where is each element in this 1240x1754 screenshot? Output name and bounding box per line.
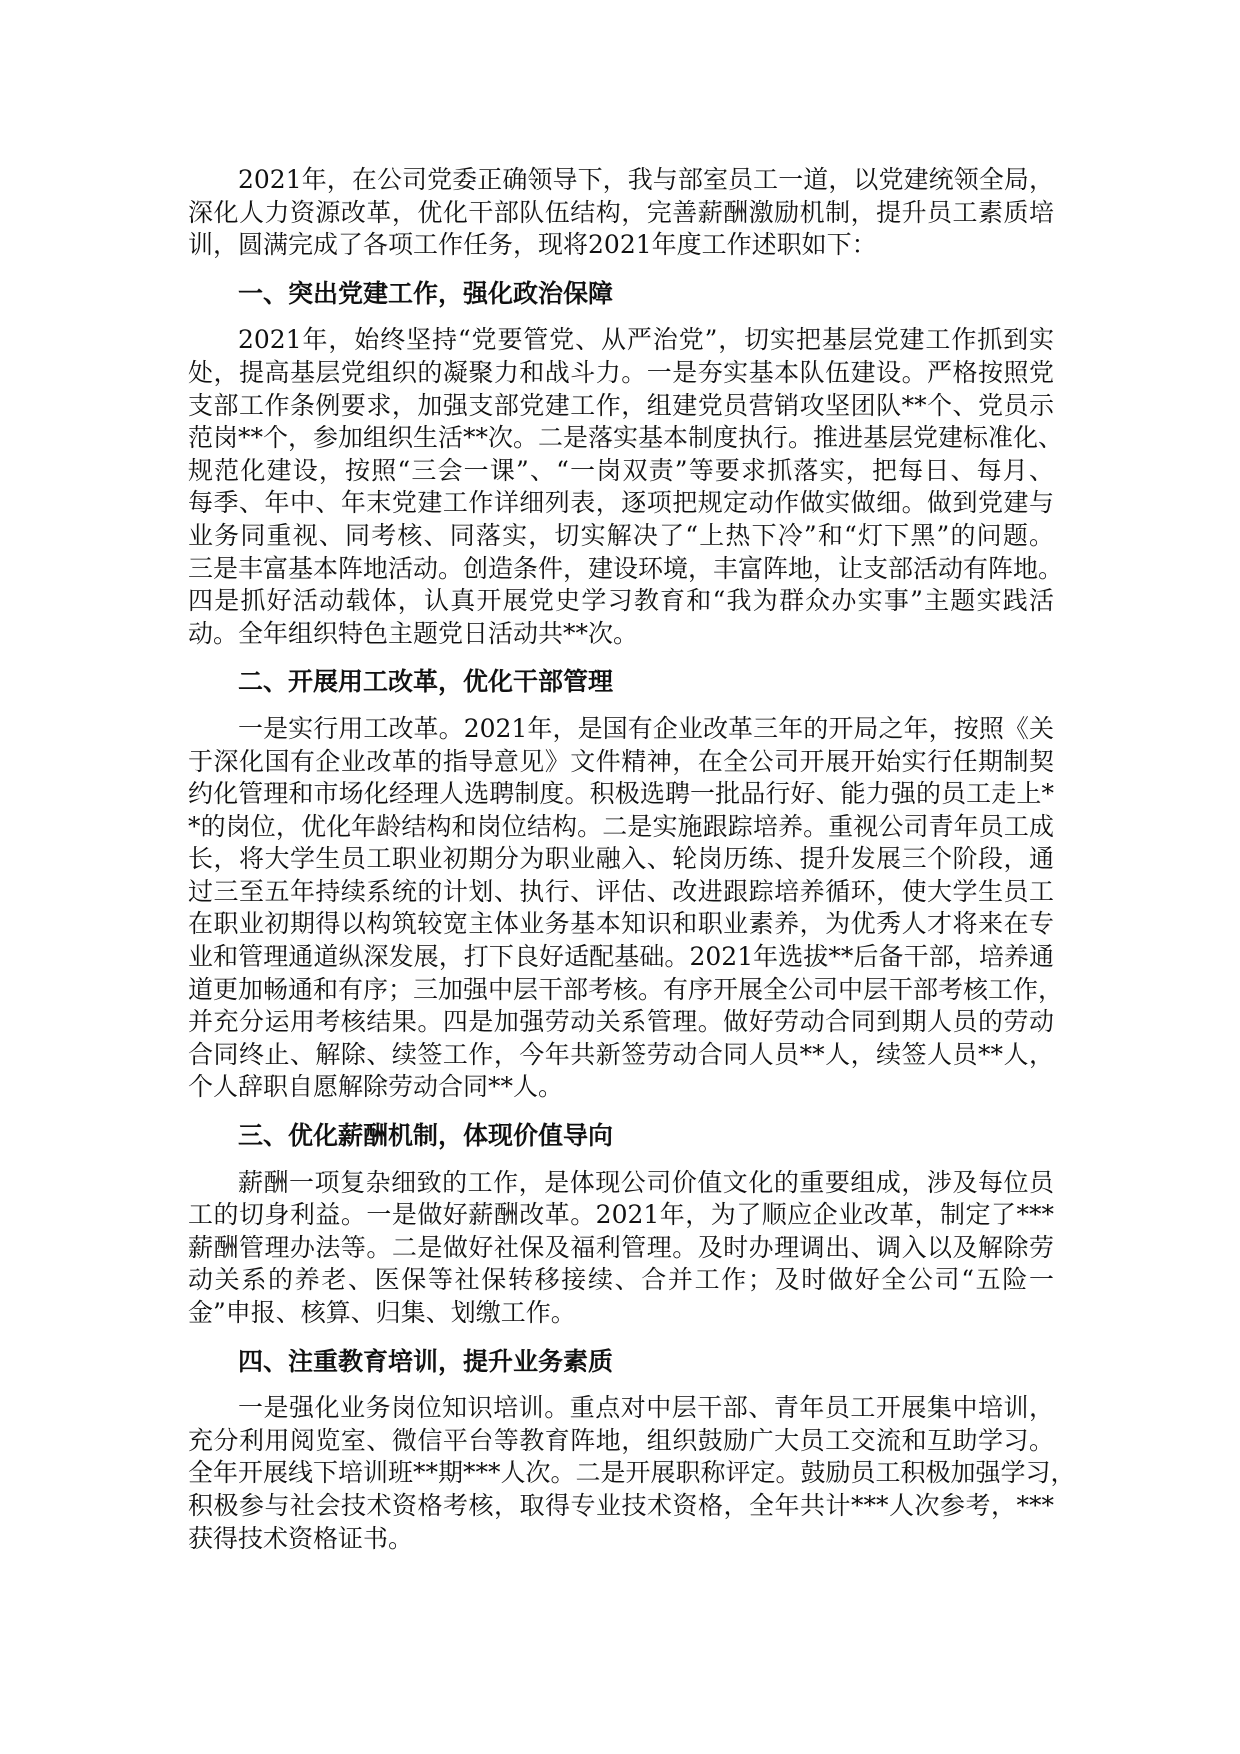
- text-line: 支部工作条例要求，加强支部党建工作，组建党员营销攻坚团队**个、党员示: [188, 390, 1054, 420]
- section-4-paragraph: [188, 1392, 1076, 1555]
- text-line: 2021年，始终坚持“党要管党、从严治党”，切实把基层党建工作抓到实: [238, 325, 1054, 355]
- document-page: [188, 164, 1076, 1555]
- text-line: 三是丰富基本阵地活动。创造条件，建设环境，丰富阵地，让支部活动有阵地。: [188, 553, 1064, 583]
- text-line: 四是抓好活动载体，认真开展党史学习教育和“我为群众办实事”主题实践活: [188, 586, 1054, 616]
- text-line: 积极参与社会技术资格考核，取得专业技术资格，全年共计***人次参考，***: [188, 1490, 1054, 1520]
- text-line: 长，将大学生员工职业初期分为职业融入、轮岗历练、提升发展三个阶段，通: [188, 844, 1054, 874]
- section-3-paragraph: [188, 1167, 1054, 1330]
- text-line: 深化人力资源改革，优化干部队伍结构，完善薪酬激励机制，提升员工素质培: [188, 197, 1054, 227]
- text-line: 合同终止、解除、续签工作，今年共新签劳动合同人员**人，续签人员**人，: [188, 1039, 1054, 1069]
- text-line: 金”申报、核算、归集、划缴工作。: [188, 1298, 576, 1327]
- text-line: 获得技术资格证书。: [188, 1523, 414, 1553]
- text-line: 薪酬一项复杂细致的工作，是体现公司价值文化的重要组成，涉及每位员: [238, 1167, 1054, 1197]
- text-line: 于深化国有企业改革的指导意见》文件精神，在全公司开展开始实行任期制契: [188, 746, 1054, 776]
- text-line: 动。全年组织特色主题党日活动共**次。: [188, 618, 639, 648]
- section-heading-3: 三、优化薪酬机制，体现价值导向: [238, 1121, 614, 1151]
- text-line: 一是实行用工改革。2021年，是国有企业改革三年的开局之年，按照《关: [238, 713, 1054, 743]
- section-heading-1: 一、突出党建工作，强化政治保障: [238, 278, 614, 308]
- text-line: 工的切身利益。一是做好薪酬改革。2021年，为了顺应企业改革，制定了***: [188, 1200, 1054, 1230]
- text-line: 范岗**个，参加组织生活**次。二是落实基本制度执行。推进基层党建标准化、: [188, 423, 1064, 453]
- text-line: 并充分运用考核结果。四是加强劳动关系管理。做好劳动合同到期人员的劳动: [188, 1007, 1054, 1037]
- text-line: 约化管理和市场化经理人选聘制度。积极选聘一批品行好、能力强的员工走上*: [188, 779, 1054, 809]
- text-line: 2021年，在公司党委正确领导下，我与部室员工一道，以党建统领全局，: [238, 165, 1054, 194]
- text-line: *的岗位，优化年龄结构和岗位结构。二是实施跟踪培养。重视公司青年员工成: [188, 811, 1054, 841]
- text-line: 个人辞职自愿解除劳动合同**人。: [188, 1072, 564, 1102]
- text-line: 在职业初期得以构筑较宽主体业务基本知识和职业素养，为优秀人才将来在专: [188, 909, 1054, 939]
- section-heading-4: 四、注重教育培训，提升业务素质: [238, 1346, 614, 1376]
- text-line: 充分利用阅览室、微信平台等教育阵地，组织鼓励广大员工交流和互助学习。: [188, 1425, 1054, 1455]
- text-line: 业务同重视、同考核、同落实，切实解决了“上热下冷”和“灯下黑”的问题。: [188, 520, 1054, 550]
- text-line: 一是强化业务岗位知识培训。重点对中层干部、青年员工开展集中培训，: [238, 1393, 1054, 1423]
- text-line: 道更加畅通和有序；三加强中层干部考核。有序开展全公司中层干部考核工作，: [188, 974, 1064, 1004]
- text-line: 训，圆满完成了各项工作任务，现将2021年度工作述职如下：: [188, 230, 877, 260]
- text-line: 处，提高基层党组织的凝聚力和战斗力。一是夯实基本队伍建设。严格按照党: [188, 357, 1054, 387]
- section-1-paragraph: [188, 324, 1064, 650]
- text-line: 过三至五年持续系统的计划、执行、评估、改进跟踪培养循环，使大学生员工: [188, 876, 1054, 906]
- text-line: 业和管理通道纵深发展，打下良好适配基础。2021年选拔**后备干部，培养通: [188, 942, 1054, 972]
- text-line: 全年开展线下培训班**期***人次。二是开展职称评定。鼓励员工积极加强学习，: [188, 1458, 1076, 1488]
- text-line: 动关系的养老、医保等社保转移接续、合并工作；及时做好全公司“五险一: [188, 1265, 1054, 1295]
- text-line: 每季、年中、年末党建工作详细列表，逐项把规定动作做实做细。做到党建与: [188, 488, 1054, 518]
- section-heading-2: 二、开展用工改革，优化干部管理: [238, 667, 614, 697]
- text-line: 薪酬管理办法等。二是做好社保及福利管理。及时办理调出、调入以及解除劳: [188, 1232, 1054, 1262]
- text-line: 规范化建设，按照“三会一课”、“一岗双责”等要求抓落实，把每日、每月、: [188, 455, 1054, 485]
- section-2-paragraph: [188, 713, 1064, 1104]
- intro-paragraph: [188, 164, 1054, 262]
